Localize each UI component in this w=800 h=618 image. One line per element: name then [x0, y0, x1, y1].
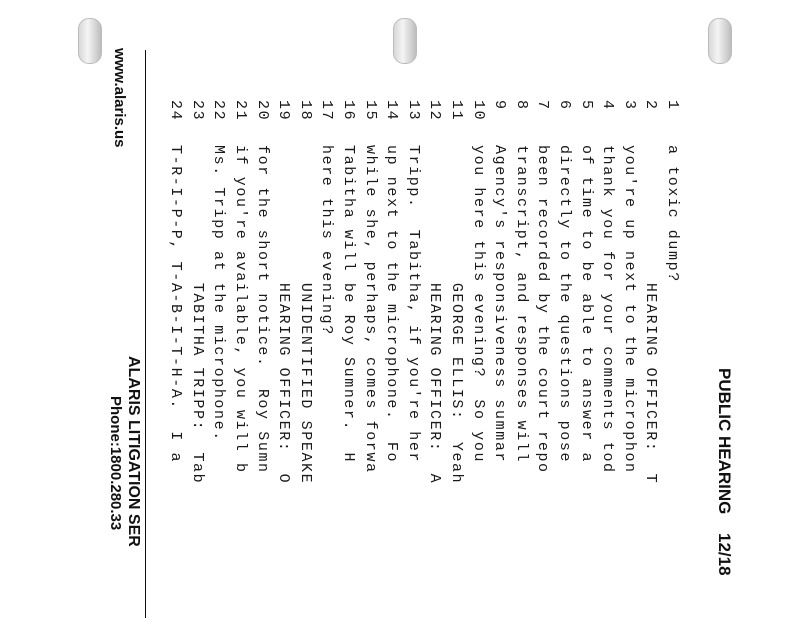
footer-phone: Phone:1800.280.33	[107, 396, 124, 531]
footer-company: ALARIS LITIGATION SER	[125, 356, 142, 547]
line-text: GEORGE ELLIS: Yeah	[448, 145, 465, 485]
line-number: 1	[664, 100, 681, 111]
line-text: for the short notice. Roy Sumn	[253, 145, 271, 474]
line-text: T-R-I-P-P, T-A-B-I-T-H-A. I a	[167, 145, 185, 464]
line-text: TABITHA TRIPP: Tab	[188, 145, 206, 485]
line-number: 12	[426, 100, 444, 122]
line-number: 7	[534, 100, 552, 111]
line-number: 24	[167, 100, 185, 122]
line-text: Tabitha will be Roy Sumner. H	[340, 145, 357, 464]
line-number: 17	[318, 100, 336, 122]
line-text: you're up next to the microphon	[620, 145, 638, 474]
line-text: HEARING OFFICER: T	[642, 145, 660, 485]
line-text: HEARING OFFICER: A	[426, 145, 444, 485]
line-number: 21	[232, 100, 249, 122]
line-number: 22	[210, 100, 228, 122]
line-text: while she, perhaps, comes forwa	[361, 145, 379, 474]
line-text: UNIDENTIFIED SPEAKE	[296, 145, 314, 485]
line-text: Agency's responsiveness summar	[491, 145, 509, 464]
line-number: 8	[512, 100, 530, 111]
header-title: PUBLIC HEARING	[715, 368, 734, 515]
line-number: 11	[448, 100, 465, 122]
line-number: 13	[404, 100, 422, 122]
line-text: a toxic dump?	[664, 145, 681, 283]
line-number: 16	[340, 100, 357, 122]
line-number: 2	[642, 100, 660, 111]
line-number: 19	[275, 100, 293, 122]
line-number: 18	[296, 100, 314, 122]
line-text: transcript, and responses will	[512, 145, 530, 464]
line-number: 15	[361, 100, 379, 122]
line-number: 5	[577, 100, 595, 111]
line-text: Tripp. Tabitha, if you're her	[404, 145, 422, 464]
line-text: up next to the microphone. Fo	[383, 145, 401, 464]
line-text: you here this evening? So you	[469, 145, 487, 464]
line-text: directly to the questions pose	[556, 145, 573, 464]
left-margin-rule	[145, 50, 146, 618]
line-number: 10	[469, 100, 487, 122]
line-text: been recorded by the court repo	[534, 145, 552, 474]
line-text: if you're available, you will b	[232, 145, 249, 474]
binder-hole-left	[78, 18, 102, 64]
line-number: 3	[620, 100, 638, 111]
line-text: thank you for your comments tod	[599, 145, 617, 474]
line-number: 14	[383, 100, 401, 122]
line-text: here this evening?	[318, 145, 336, 336]
line-text: of time to be able to answer a	[577, 145, 595, 464]
line-number: 23	[188, 100, 206, 122]
line-number: 9	[491, 100, 509, 111]
line-number: 20	[253, 100, 271, 122]
line-number: 6	[556, 100, 573, 111]
binder-hole-center	[393, 18, 417, 64]
footer-website: www.alaris.us	[111, 48, 128, 148]
line-text: Ms. Tripp at the microphone.	[210, 145, 228, 442]
line-number: 4	[599, 100, 617, 111]
binder-hole-right	[708, 18, 732, 64]
header-date: 12/18	[715, 533, 734, 576]
line-text: HEARING OFFICER: O	[275, 145, 293, 485]
